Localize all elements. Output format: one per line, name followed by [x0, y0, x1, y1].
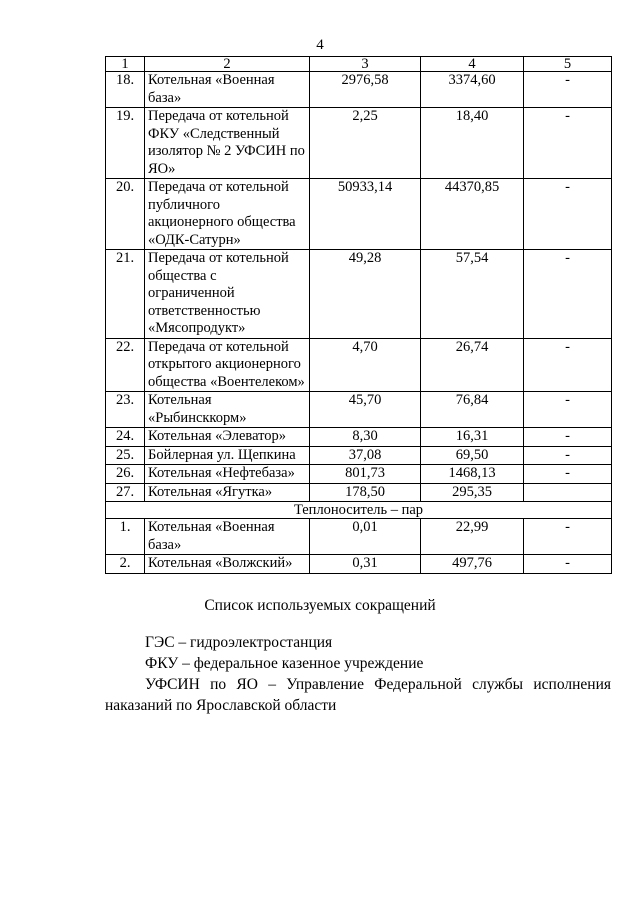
table-header-row	[106, 57, 612, 72]
value-col3: 4,70	[310, 338, 421, 392]
value-col3: 37,08	[310, 446, 421, 465]
value-col4: 22,99	[421, 519, 524, 555]
page-number: 4	[316, 37, 324, 53]
section-header-row	[106, 502, 612, 519]
value-col4: 18,40	[421, 108, 524, 179]
row-number: 22.	[106, 338, 145, 392]
abbreviation-item: ГЭС – гидроэлектростанция	[145, 634, 333, 651]
table-row	[106, 555, 612, 574]
row-number: 27.	[106, 483, 145, 502]
table-row	[106, 465, 612, 484]
table-row	[106, 338, 612, 392]
row-number: 20.	[106, 179, 145, 250]
source-name: Бойлерная ул. Щепкина	[145, 446, 310, 465]
value-col4: 3374,60	[421, 72, 524, 108]
value-col3: 801,73	[310, 465, 421, 484]
value-col5: -	[524, 519, 612, 555]
row-number: 24.	[106, 428, 145, 447]
source-name: Передача от котельной общества с ограниченной ответственностью «Мясопродукт»	[145, 250, 310, 339]
value-col3: 2,25	[310, 108, 421, 179]
source-name: Котельная «Ягутка»	[145, 483, 310, 502]
value-col4: 1468,13	[421, 465, 524, 484]
abbreviation-item: УФСИН по ЯО – Управление Федеральной службы исполнения наказаний по Ярославской области	[105, 676, 611, 714]
table-row	[106, 428, 612, 447]
row-number: 18.	[106, 72, 145, 108]
column-header: 4	[421, 57, 524, 72]
column-header: 1	[106, 57, 145, 72]
value-col3: 45,70	[310, 392, 421, 428]
value-col3: 49,28	[310, 250, 421, 339]
source-name: Котельная «Военная база»	[145, 72, 310, 108]
value-col3: 178,50	[310, 483, 421, 502]
row-number: 1.	[106, 519, 145, 555]
value-col3: 0,31	[310, 555, 421, 574]
table-row	[106, 446, 612, 465]
value-col5: -	[524, 338, 612, 392]
value-col3: 50933,14	[310, 179, 421, 250]
row-number: 26.	[106, 465, 145, 484]
value-col5: -	[524, 392, 612, 428]
value-col5: -	[524, 108, 612, 179]
value-col5: -	[524, 465, 612, 484]
value-col3: 0,01	[310, 519, 421, 555]
source-name: Котельная «Нефтебаза»	[145, 465, 310, 484]
value-col5: -	[524, 72, 612, 108]
source-name: Котельная «Военная база»	[145, 519, 310, 555]
row-number: 21.	[106, 250, 145, 339]
value-col5	[524, 483, 612, 502]
value-col5: -	[524, 555, 612, 574]
row-number: 23.	[106, 392, 145, 428]
column-header: 2	[145, 57, 310, 72]
value-col4: 57,54	[421, 250, 524, 339]
table-row	[106, 519, 612, 555]
value-col3: 2976,58	[310, 72, 421, 108]
value-col4: 295,35	[421, 483, 524, 502]
column-header: 3	[310, 57, 421, 72]
value-col5: -	[524, 428, 612, 447]
table-row	[106, 108, 612, 179]
abbreviation-item: ФКУ – федеральное казенное учреждение	[145, 655, 424, 672]
value-col4: 16,31	[421, 428, 524, 447]
table-row	[106, 72, 612, 108]
value-col4: 26,74	[421, 338, 524, 392]
source-name: Передача от котельной ФКУ «Следственный изолятор № 2 УФСИН по ЯО»	[145, 108, 310, 179]
source-name: Передача от котельной открытого акционерного общества «Воентелеком»	[145, 338, 310, 392]
heat-data-table	[105, 56, 612, 574]
row-number: 2.	[106, 555, 145, 574]
value-col5: -	[524, 446, 612, 465]
value-col4: 497,76	[421, 555, 524, 574]
value-col5: -	[524, 250, 612, 339]
table-row	[106, 250, 612, 339]
table-row	[106, 392, 612, 428]
value-col4: 44370,85	[421, 179, 524, 250]
column-header: 5	[524, 57, 612, 72]
source-name: Котельная «Рыбинсккорм»	[145, 392, 310, 428]
source-name: Котельная «Элеватор»	[145, 428, 310, 447]
source-name: Котельная «Волжский»	[145, 555, 310, 574]
source-name: Передача от котельной публичного акционерного общества «ОДК-Сатурн»	[145, 179, 310, 250]
section-title: Теплоноситель – пар	[106, 502, 612, 519]
row-number: 25.	[106, 446, 145, 465]
table-row	[106, 179, 612, 250]
value-col3: 8,30	[310, 428, 421, 447]
value-col4: 69,50	[421, 446, 524, 465]
abbreviations-title: Список используемых сокращений	[204, 597, 436, 614]
row-number: 19.	[106, 108, 145, 179]
table-row	[106, 483, 612, 502]
value-col4: 76,84	[421, 392, 524, 428]
value-col5: -	[524, 179, 612, 250]
